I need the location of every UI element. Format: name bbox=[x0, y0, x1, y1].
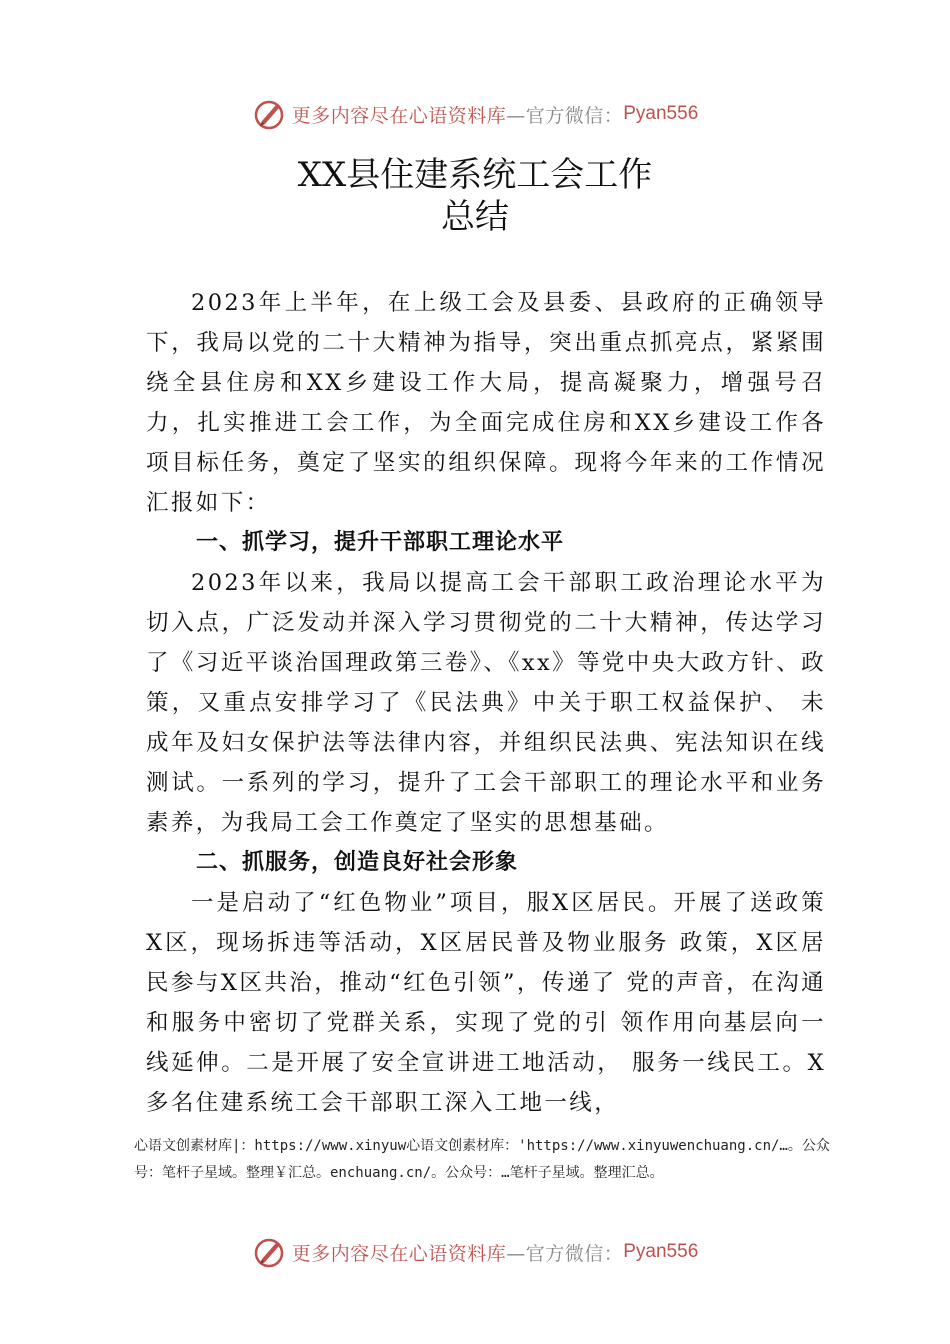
watermark-wechat-id: Pyan556 bbox=[623, 103, 699, 124]
pen-logo-icon bbox=[252, 97, 286, 131]
watermark-separator: —官方微信： bbox=[506, 1242, 624, 1265]
watermark-separator: —官方微信： bbox=[506, 104, 624, 127]
intro-paragraph: 2023年上半年，在上级工会及县委、县政府的正确领导下，我局以党的二十大精神为指导，突出重点抓亮点，紧紧围绕全县住房和XX乡建设工作大局，提高凝聚力，增强号召力，扎实推进工会工作，为全面完成住房和XX乡建设工作各项目标任务，奠定了坚实的组织保障。现将今年来的工作情况汇报如下： bbox=[146, 290, 826, 516]
watermark-header bbox=[0, 94, 950, 134]
section-heading-1: 一、抓学习，提升干部职工理论水平 bbox=[196, 530, 565, 555]
section-heading-2: 二、抓服务，创造良好社会形象 bbox=[196, 850, 519, 875]
document-title: XX县住建系统工会工作 bbox=[297, 155, 653, 195]
watermark-text: 更多内容尽在心语资料库 bbox=[291, 1242, 507, 1265]
document-title-line2: 总结 bbox=[441, 197, 509, 237]
watermark-wechat-id: Pyan556 bbox=[623, 1241, 699, 1262]
watermark-footer bbox=[0, 1232, 950, 1272]
document-body bbox=[146, 283, 826, 1123]
section-2-paragraph: 一是启动了“红色物业”项目，服X区居民。开展了送政策X区，现场拆违等活动，X区居民普及物业服务 政策，X区居民参与X区共治，推动“红色引领”，传递了 党的声音，在沟通和服务中密切了党群关系，实现了党的引 领作用向基层向一线延伸。二是开展了安全宣讲进工地活动， 服务一线民工。X多名住建系统工会干部职工深入工地一线， bbox=[146, 890, 826, 1116]
watermark-text: 更多内容尽在心语资料库 bbox=[291, 104, 507, 127]
pen-logo-icon bbox=[252, 1235, 286, 1269]
section-1-paragraph: 2023年以来，我局以提高工会干部职工政治理论水平为切入点，广泛发动并深入学习贯彻党的二十大精神，传达学习了《习近平谈治国理政第三卷》、《xx》等党中央大政方针、政策，又重点安排学习了《民法典》中关于职工权益保护、 未成年及妇女保护法等法律内容，并组织民法典、宪法知识在线测试。一系列的学习，提升了工会干部职工的理论水平和业务素养，为我局工会工作奠定了坚实的思想基础。 bbox=[146, 570, 826, 836]
footer-source-note: 心语文创素材库|：https://www.xinyuw心语文创素材库：'https://www.xinyuwenchuang.cn/…。公众号：笔杆子星域。整理￥汇总。enchuang.cn/。公众号：…笔杆子星域。整理汇总。 bbox=[134, 1138, 830, 1181]
